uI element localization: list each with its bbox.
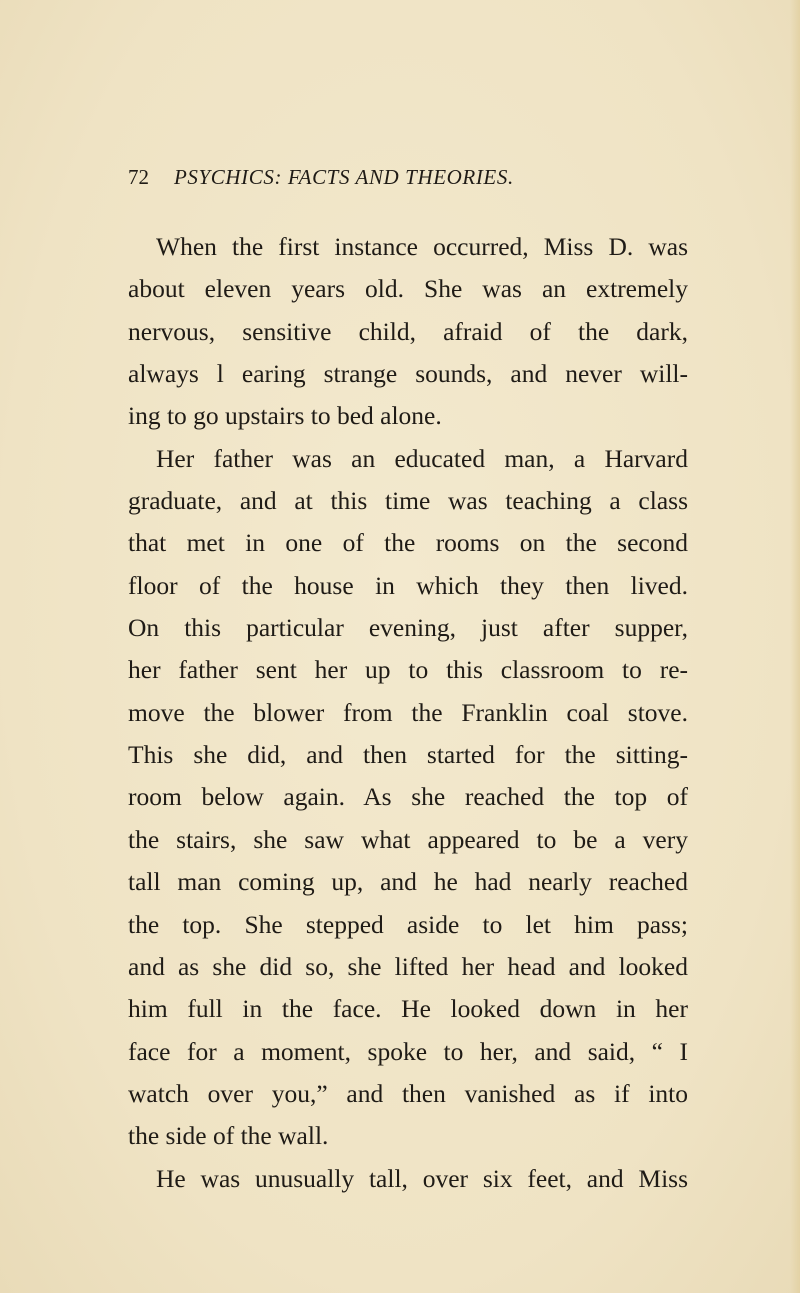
text-line: graduate, and at this time was teaching a class bbox=[128, 486, 688, 516]
text-line: always l earing strange sounds, and never will- bbox=[128, 359, 688, 389]
text-line: move the blower from the Franklin coal stove. bbox=[128, 697, 688, 727]
page-edge bbox=[790, 0, 800, 1293]
text-line: ing to go upstairs to bed alone. bbox=[128, 401, 442, 431]
text-line: He was unusually tall, over six feet, and Miss bbox=[156, 1163, 688, 1193]
text-line: On this particular evening, just after supper, bbox=[128, 613, 688, 643]
text-line: tall man coming up, and he had nearly reached bbox=[128, 867, 688, 897]
text-line: This she did, and then started for the sitting- bbox=[128, 740, 688, 770]
body-text bbox=[128, 226, 688, 1200]
text-line: When the first instance occurred, Miss D. was bbox=[156, 232, 688, 261]
text-line: watch over you,” and then vanished as if into bbox=[128, 1078, 688, 1108]
text-line: face for a moment, spoke to her, and said, “ I bbox=[128, 1036, 688, 1066]
text-line: Her father was an educated man, a Harvard bbox=[156, 443, 688, 473]
text-line: the side of the wall. bbox=[128, 1121, 329, 1151]
text-line: that met in one of the rooms on the second bbox=[128, 528, 688, 558]
text-line: about eleven years old. She was an extremely bbox=[128, 274, 688, 304]
text-line: her father sent her up to this classroom to re- bbox=[128, 655, 688, 685]
running-title: PSYCHICS: FACTS AND THEORIES. bbox=[174, 165, 514, 189]
text-line: room below again. As she reached the top of bbox=[128, 782, 688, 812]
page-number: 72 bbox=[128, 165, 149, 189]
running-header bbox=[128, 160, 688, 194]
text-line: and as she did so, she lifted her head and looked bbox=[128, 951, 688, 981]
text-line: floor of the house in which they then lived. bbox=[128, 570, 688, 600]
text-line: nervous, sensitive child, afraid of the dark, bbox=[128, 316, 688, 346]
text-line: him full in the face. He looked down in her bbox=[128, 994, 688, 1024]
text-line: the stairs, she saw what appeared to be a very bbox=[128, 824, 688, 854]
text-line: the top. She stepped aside to let him pass; bbox=[128, 909, 688, 939]
